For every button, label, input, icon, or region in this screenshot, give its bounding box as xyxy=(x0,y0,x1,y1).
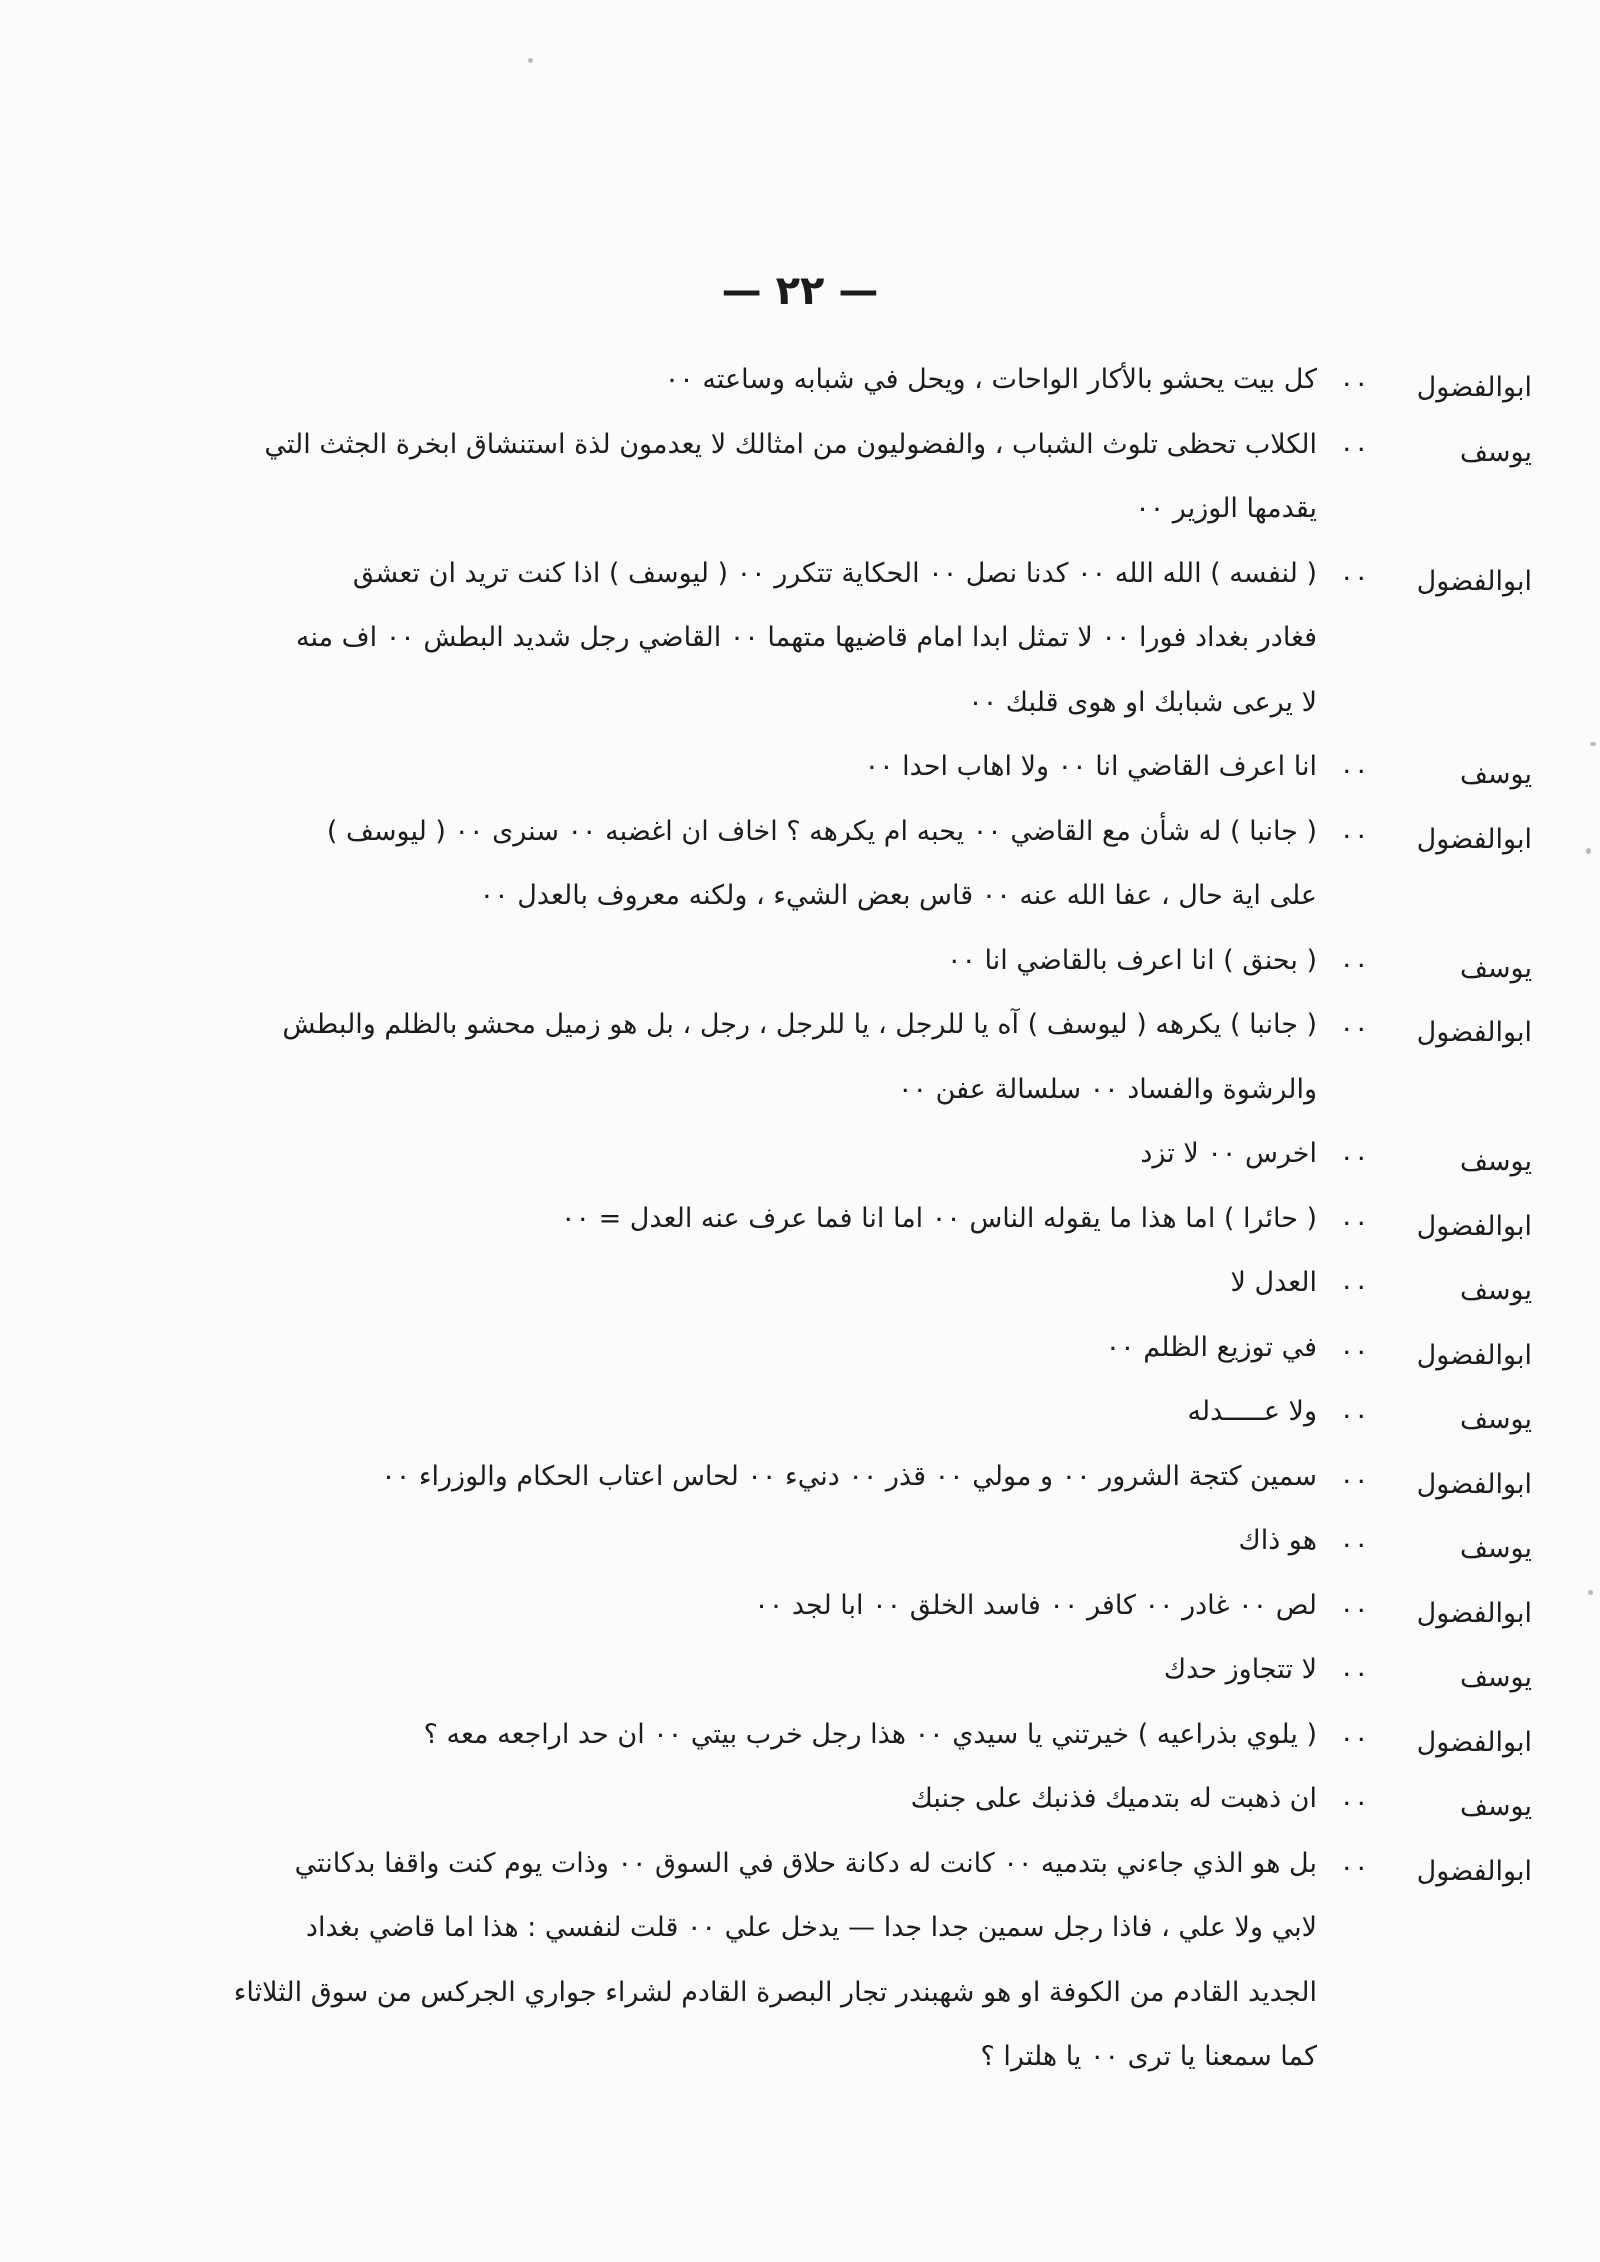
speaker-name: يوسف xyxy=(1459,436,1532,468)
dialogue-text: ولا عـــــدله xyxy=(1187,1396,1317,1427)
dialogue-line xyxy=(122,1251,1532,1316)
dialogue-line xyxy=(122,929,1532,994)
dialogue-text: لابي ولا علي ، فاذا رجل سمين جدا جدا — يدخل علي ٠٠ قلت لنفسي : هذا اما قاضي بغداد xyxy=(305,1912,1317,1943)
speaker-separator: ٠٠ xyxy=(1339,1593,1369,1625)
dialogue-text: ( حائرا ) اما هذا ما يقوله الناس ٠٠ اما انا فما عرف عنه العدل = ٠٠ xyxy=(561,1202,1317,1234)
speaker-separator: ٠٠ xyxy=(1339,432,1369,464)
speaker-name: ابوالفضول xyxy=(1416,823,1532,855)
dialogue-text: في توزيع الظلم ٠٠ xyxy=(1105,1331,1317,1363)
dialogue-text: لا يرعى شبابك او هوى قلبك ٠٠ xyxy=(968,686,1317,718)
speaker-separator: ٠٠ xyxy=(1339,1335,1369,1367)
dialogue-line xyxy=(122,1380,1532,1445)
dialogue-text: كل بيت يحشو بالأكار الواحات ، ويحل في شبابه وساعته ٠٠ xyxy=(664,364,1317,395)
dialogue-continuation xyxy=(122,1058,1532,1123)
dialogue-continuation xyxy=(122,671,1532,736)
dialogue-block xyxy=(122,348,1532,2090)
speaker-separator: ٠٠ xyxy=(1339,1013,1369,1044)
dialogue-text: لا تتجاوز حدك xyxy=(1163,1654,1317,1685)
dialogue-line xyxy=(122,1638,1532,1703)
speaker-separator: ٠٠ xyxy=(1339,368,1369,399)
dialogue-text: ( لنفسه ) الله الله ٠٠ كدنا نصل ٠٠ الحكاية تتكرر ٠٠ ( ليوسف ) اذا كنت تريد ان تعشق xyxy=(352,557,1317,589)
dialogue-text: اخرس ٠٠ لا تزد xyxy=(1140,1138,1317,1169)
speaker-name: يوسف xyxy=(1459,952,1532,984)
dialogue-text: على اية حال ، عفا الله عنه ٠٠ قاس بعض الشيء ، ولكنه معروف بالعدل ٠٠ xyxy=(479,880,1317,911)
dialogue-line xyxy=(122,1187,1532,1252)
speaker-separator: ٠٠ xyxy=(1339,1787,1369,1818)
speaker-separator: ٠٠ xyxy=(1339,1658,1369,1689)
speaker-separator: ٠٠ xyxy=(1339,1722,1369,1754)
speaker-name: يوسف xyxy=(1459,1791,1532,1822)
dialogue-line xyxy=(122,800,1532,865)
speaker-name: يوسف xyxy=(1459,1146,1532,1177)
dialogue-text: بل هو الذي جاءني بتدميه ٠٠ كانت له دكانة حلاق في السوق ٠٠ وذات يوم كنت واقفا بدكانتي xyxy=(294,1847,1317,1879)
dialogue-line xyxy=(122,542,1532,607)
speaker-separator: ٠٠ xyxy=(1339,561,1369,593)
dialogue-continuation xyxy=(122,864,1532,929)
dialogue-text: لص ٠٠ غادر ٠٠ كافر ٠٠ فاسد الخلق ٠٠ ابا لجد ٠٠ xyxy=(754,1589,1317,1621)
speaker-name: ابوالفضول xyxy=(1416,1855,1532,1887)
dialogue-line xyxy=(122,413,1532,478)
dialogue-text: فغادر بغداد فورا ٠٠ لا تمثل ابدا امام قاضيها متهما ٠٠ القاضي رجل شديد البطش ٠٠ اف منه xyxy=(295,622,1317,653)
page-number: — ٢٢ — xyxy=(721,268,879,314)
speaker-separator: ٠٠ xyxy=(1339,819,1369,851)
speaker-separator: ٠٠ xyxy=(1339,1271,1369,1302)
speaker-name: ابوالفضول xyxy=(1416,1468,1532,1500)
speaker-name: ابوالفضول xyxy=(1416,1210,1532,1242)
dialogue-text: والرشوة والفساد ٠٠ سلسالة عفن ٠٠ xyxy=(898,1073,1317,1105)
page-speck xyxy=(1588,1590,1593,1595)
dialogue-line xyxy=(122,1445,1532,1510)
dialogue-text: ( جانبا ) له شأن مع القاضي ٠٠ يحبه ام يكرهه ؟ اخاف ان اغضبه ٠٠ سنرى ٠٠ ( ليوسف ) xyxy=(326,815,1317,847)
speaker-separator: ٠٠ xyxy=(1339,1464,1369,1496)
dialogue-line xyxy=(122,993,1532,1058)
dialogue-text: كما سمعنا يا ترى ٠٠ يا هلترا ؟ xyxy=(980,2041,1317,2072)
speaker-name: ابوالفضول xyxy=(1416,565,1532,597)
dialogue-line xyxy=(122,735,1532,800)
page-speck xyxy=(1590,742,1596,746)
dialogue-continuation xyxy=(122,1896,1532,1961)
dialogue-text: سمين كتجة الشرور ٠٠ و مولي ٠٠ قذر ٠٠ دنيء ٠٠ لحاس اعتاب الحكام والوزراء ٠٠ xyxy=(381,1460,1317,1492)
dialogue-continuation xyxy=(122,477,1532,542)
speaker-name: يوسف xyxy=(1459,1404,1532,1435)
speaker-name: ابوالفضول xyxy=(1416,1339,1532,1371)
dialogue-text: العدل لا xyxy=(1230,1267,1317,1298)
speaker-name: يوسف xyxy=(1459,1275,1532,1306)
speaker-separator: ٠٠ xyxy=(1339,755,1369,786)
speaker-name: يوسف xyxy=(1459,1533,1532,1564)
page-speck xyxy=(1586,848,1591,854)
dialogue-text: ان ذهبت له بتدميك فذنبك على جنبك xyxy=(910,1783,1317,1814)
dialogue-text: الجديد القادم من الكوفة او هو شهبندر تجار البصرة القادم لشراء جواري الجركس من سوق الثلاثاء xyxy=(233,1976,1317,2008)
speaker-name: ابوالفضول xyxy=(1416,1017,1532,1048)
dialogue-text: ( يلوي بذراعيه ) خيرتني يا سيدي ٠٠ هذا رجل خرب بيتي ٠٠ ان حد اراجعه معه ؟ xyxy=(423,1718,1317,1750)
dialogue-line xyxy=(122,1767,1532,1832)
speaker-name: ابوالفضول xyxy=(1416,1726,1532,1758)
speaker-name: يوسف xyxy=(1459,1662,1532,1693)
dialogue-text: يقدمها الوزير ٠٠ xyxy=(1135,493,1317,524)
dialogue-line xyxy=(122,1509,1532,1574)
dialogue-line xyxy=(122,1316,1532,1381)
dialogue-line xyxy=(122,1832,1532,1897)
speaker-separator: ٠٠ xyxy=(1339,1142,1369,1173)
dialogue-continuation xyxy=(122,1961,1532,2026)
speaker-name: ابوالفضول xyxy=(1416,1597,1532,1629)
dialogue-continuation xyxy=(122,606,1532,671)
dialogue-line xyxy=(122,348,1532,413)
page-speck xyxy=(528,58,533,63)
dialogue-line xyxy=(122,1703,1532,1768)
dialogue-text: ( بحنق ) انا اعرف بالقاضي انا ٠٠ xyxy=(946,944,1317,976)
speaker-name: ابوالفضول xyxy=(1416,372,1532,403)
dialogue-line xyxy=(122,1574,1532,1639)
dialogue-text: الكلاب تحظى تلوث الشباب ، والفضوليون من امثالك لا يعدمون لذة استنشاق ابخرة الجثث التي xyxy=(264,428,1317,460)
speaker-separator: ٠٠ xyxy=(1339,1529,1369,1560)
dialogue-text: انا اعرف القاضي انا ٠٠ ولا اهاب احدا ٠٠ xyxy=(864,751,1317,782)
dialogue-line xyxy=(122,1122,1532,1187)
dialogue-continuation xyxy=(122,2025,1532,2090)
dialogue-text: هو ذاك xyxy=(1238,1525,1317,1556)
speaker-separator: ٠٠ xyxy=(1339,1400,1369,1431)
speaker-name: يوسف xyxy=(1459,759,1532,790)
speaker-separator: ٠٠ xyxy=(1339,948,1369,980)
dialogue-text: ( جانبا ) يكرهه ( ليوسف ) آه يا للرجل ، يا للرجل ، رجل ، بل هو زميل محشو بالظلم والبطش xyxy=(282,1009,1317,1040)
speaker-separator: ٠٠ xyxy=(1339,1206,1369,1238)
speaker-separator: ٠٠ xyxy=(1339,1851,1369,1883)
